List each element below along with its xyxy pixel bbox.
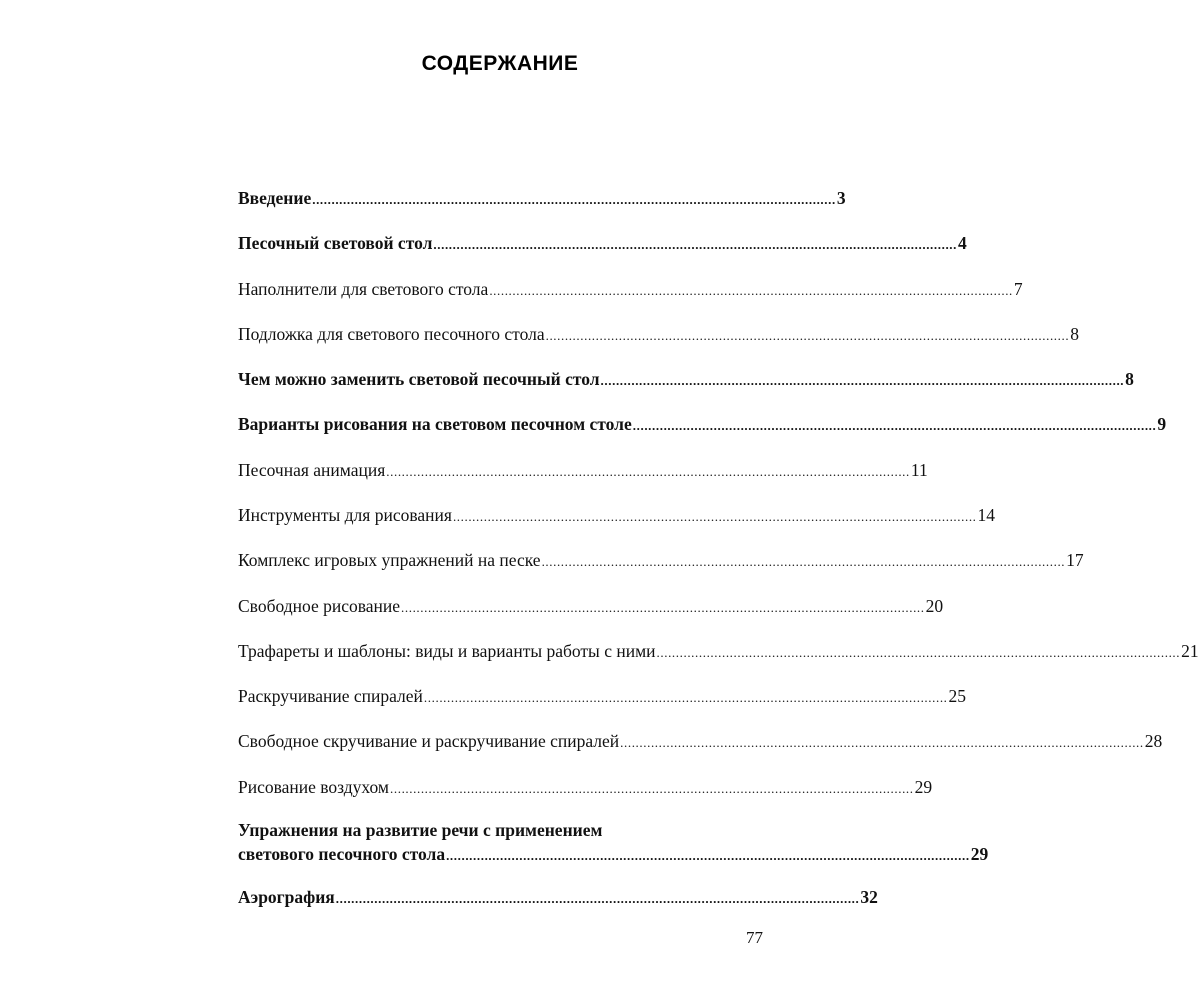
dot-leader: ........................................................................................................................................ <box>632 418 1157 433</box>
toc-entry-page: 28 <box>1144 731 1163 751</box>
dot-leader: ........................................................................................................................................ <box>401 600 925 615</box>
dot-leader: ........................................................................................................................................ <box>335 891 860 906</box>
dot-leader: ........................................................................................................................................ <box>489 283 1013 298</box>
toc-entry <box>238 594 944 620</box>
toc-entry-label: Наполнители для светового стола <box>238 279 489 299</box>
toc-entry <box>238 322 1079 348</box>
toc-entry-label: Песочная анимация <box>238 460 386 480</box>
toc-entry <box>238 818 989 868</box>
toc-entry <box>238 231 967 257</box>
toc-entry-label: Трафареты и шаблоны: виды и варианты работы с ними <box>238 641 656 661</box>
toc-entry-label: Аэрография <box>238 887 335 907</box>
toc-entry-label: Комплекс игровых упражнений на песке <box>238 550 541 570</box>
toc-entry-page: 17 <box>1066 550 1084 570</box>
toc-entry <box>238 729 1163 755</box>
toc-entry-page: 8 <box>1125 369 1134 389</box>
toc-entry <box>238 684 967 710</box>
toc-entry-page: 25 <box>948 686 967 706</box>
toc-entry-label: Инструменты для рисования <box>238 505 452 525</box>
dot-leader: ........................................................................................................................................ <box>423 690 948 705</box>
toc-entry-page: 9 <box>1157 414 1167 434</box>
toc-entry-label-line1: Упражнения на развитие речи с применением <box>238 820 603 840</box>
toc-entry-label: Рисование воздухом <box>238 777 390 797</box>
toc-entry <box>238 548 1084 574</box>
toc-entry-label: Введение <box>238 188 312 208</box>
dot-leader: ........................................................................................................................................ <box>620 735 1144 750</box>
toc-entry-label: Подложка для светового песочного стола <box>238 324 545 344</box>
dot-leader: ........................................................................................................................................ <box>312 192 836 207</box>
toc-entry <box>238 458 928 484</box>
toc-entry-label: Чем можно заменить световой песочный стол <box>238 369 600 389</box>
toc-entry-label: Свободное скручивание и раскручивание спиралей <box>238 731 620 751</box>
toc-entry <box>238 885 878 911</box>
dot-leader: ........................................................................................................................................ <box>446 848 970 863</box>
toc-entry-label: Раскручивание спиралей <box>238 686 423 706</box>
toc-entry-label: Песочный световой стол <box>238 233 433 253</box>
toc-entry-page: 3 <box>836 188 846 208</box>
dot-leader: ........................................................................................................................................ <box>390 781 914 796</box>
toc-entry-label: Варианты рисования на световом песочном столе <box>238 414 632 434</box>
dot-leader: ........................................................................................................................................ <box>545 328 1070 343</box>
toc-entry-page: 11 <box>910 460 928 480</box>
toc-entry <box>238 503 996 529</box>
toc-entry <box>238 186 846 212</box>
toc-entry <box>238 639 1199 665</box>
dot-leader: ........................................................................................................................................ <box>541 554 1066 569</box>
toc-entry-page: 4 <box>958 233 967 253</box>
dot-leader: ........................................................................................................................................ <box>656 645 1181 660</box>
dot-leader: ........................................................................................................................................ <box>386 464 910 479</box>
toc-entry-page: 32 <box>860 887 878 907</box>
toc-entry-page: 29 <box>914 777 933 797</box>
toc-entry <box>238 775 933 801</box>
toc-entry <box>238 367 1134 393</box>
toc-entry-page: 8 <box>1070 324 1079 344</box>
toc-entry-page: 20 <box>925 596 944 616</box>
dot-leader: ........................................................................................................................................ <box>600 373 1125 388</box>
toc-entry-page: 7 <box>1013 279 1023 299</box>
toc-entry <box>238 277 1023 303</box>
dot-leader: ........................................................................................................................................ <box>452 509 977 524</box>
toc-entry-page: 14 <box>977 505 996 525</box>
page-number: 77 <box>746 928 763 947</box>
toc-entry <box>238 412 1167 438</box>
page-title: СОДЕРЖАНИЕ <box>421 52 579 75</box>
toc-entry-page: 29 <box>970 844 989 864</box>
dot-leader: ........................................................................................................................................ <box>433 237 958 252</box>
toc-entry-label: светового песочного стола <box>238 844 446 864</box>
toc-entry-label: Свободное рисование <box>238 596 401 616</box>
toc-entry-page: 21 <box>1181 641 1199 661</box>
